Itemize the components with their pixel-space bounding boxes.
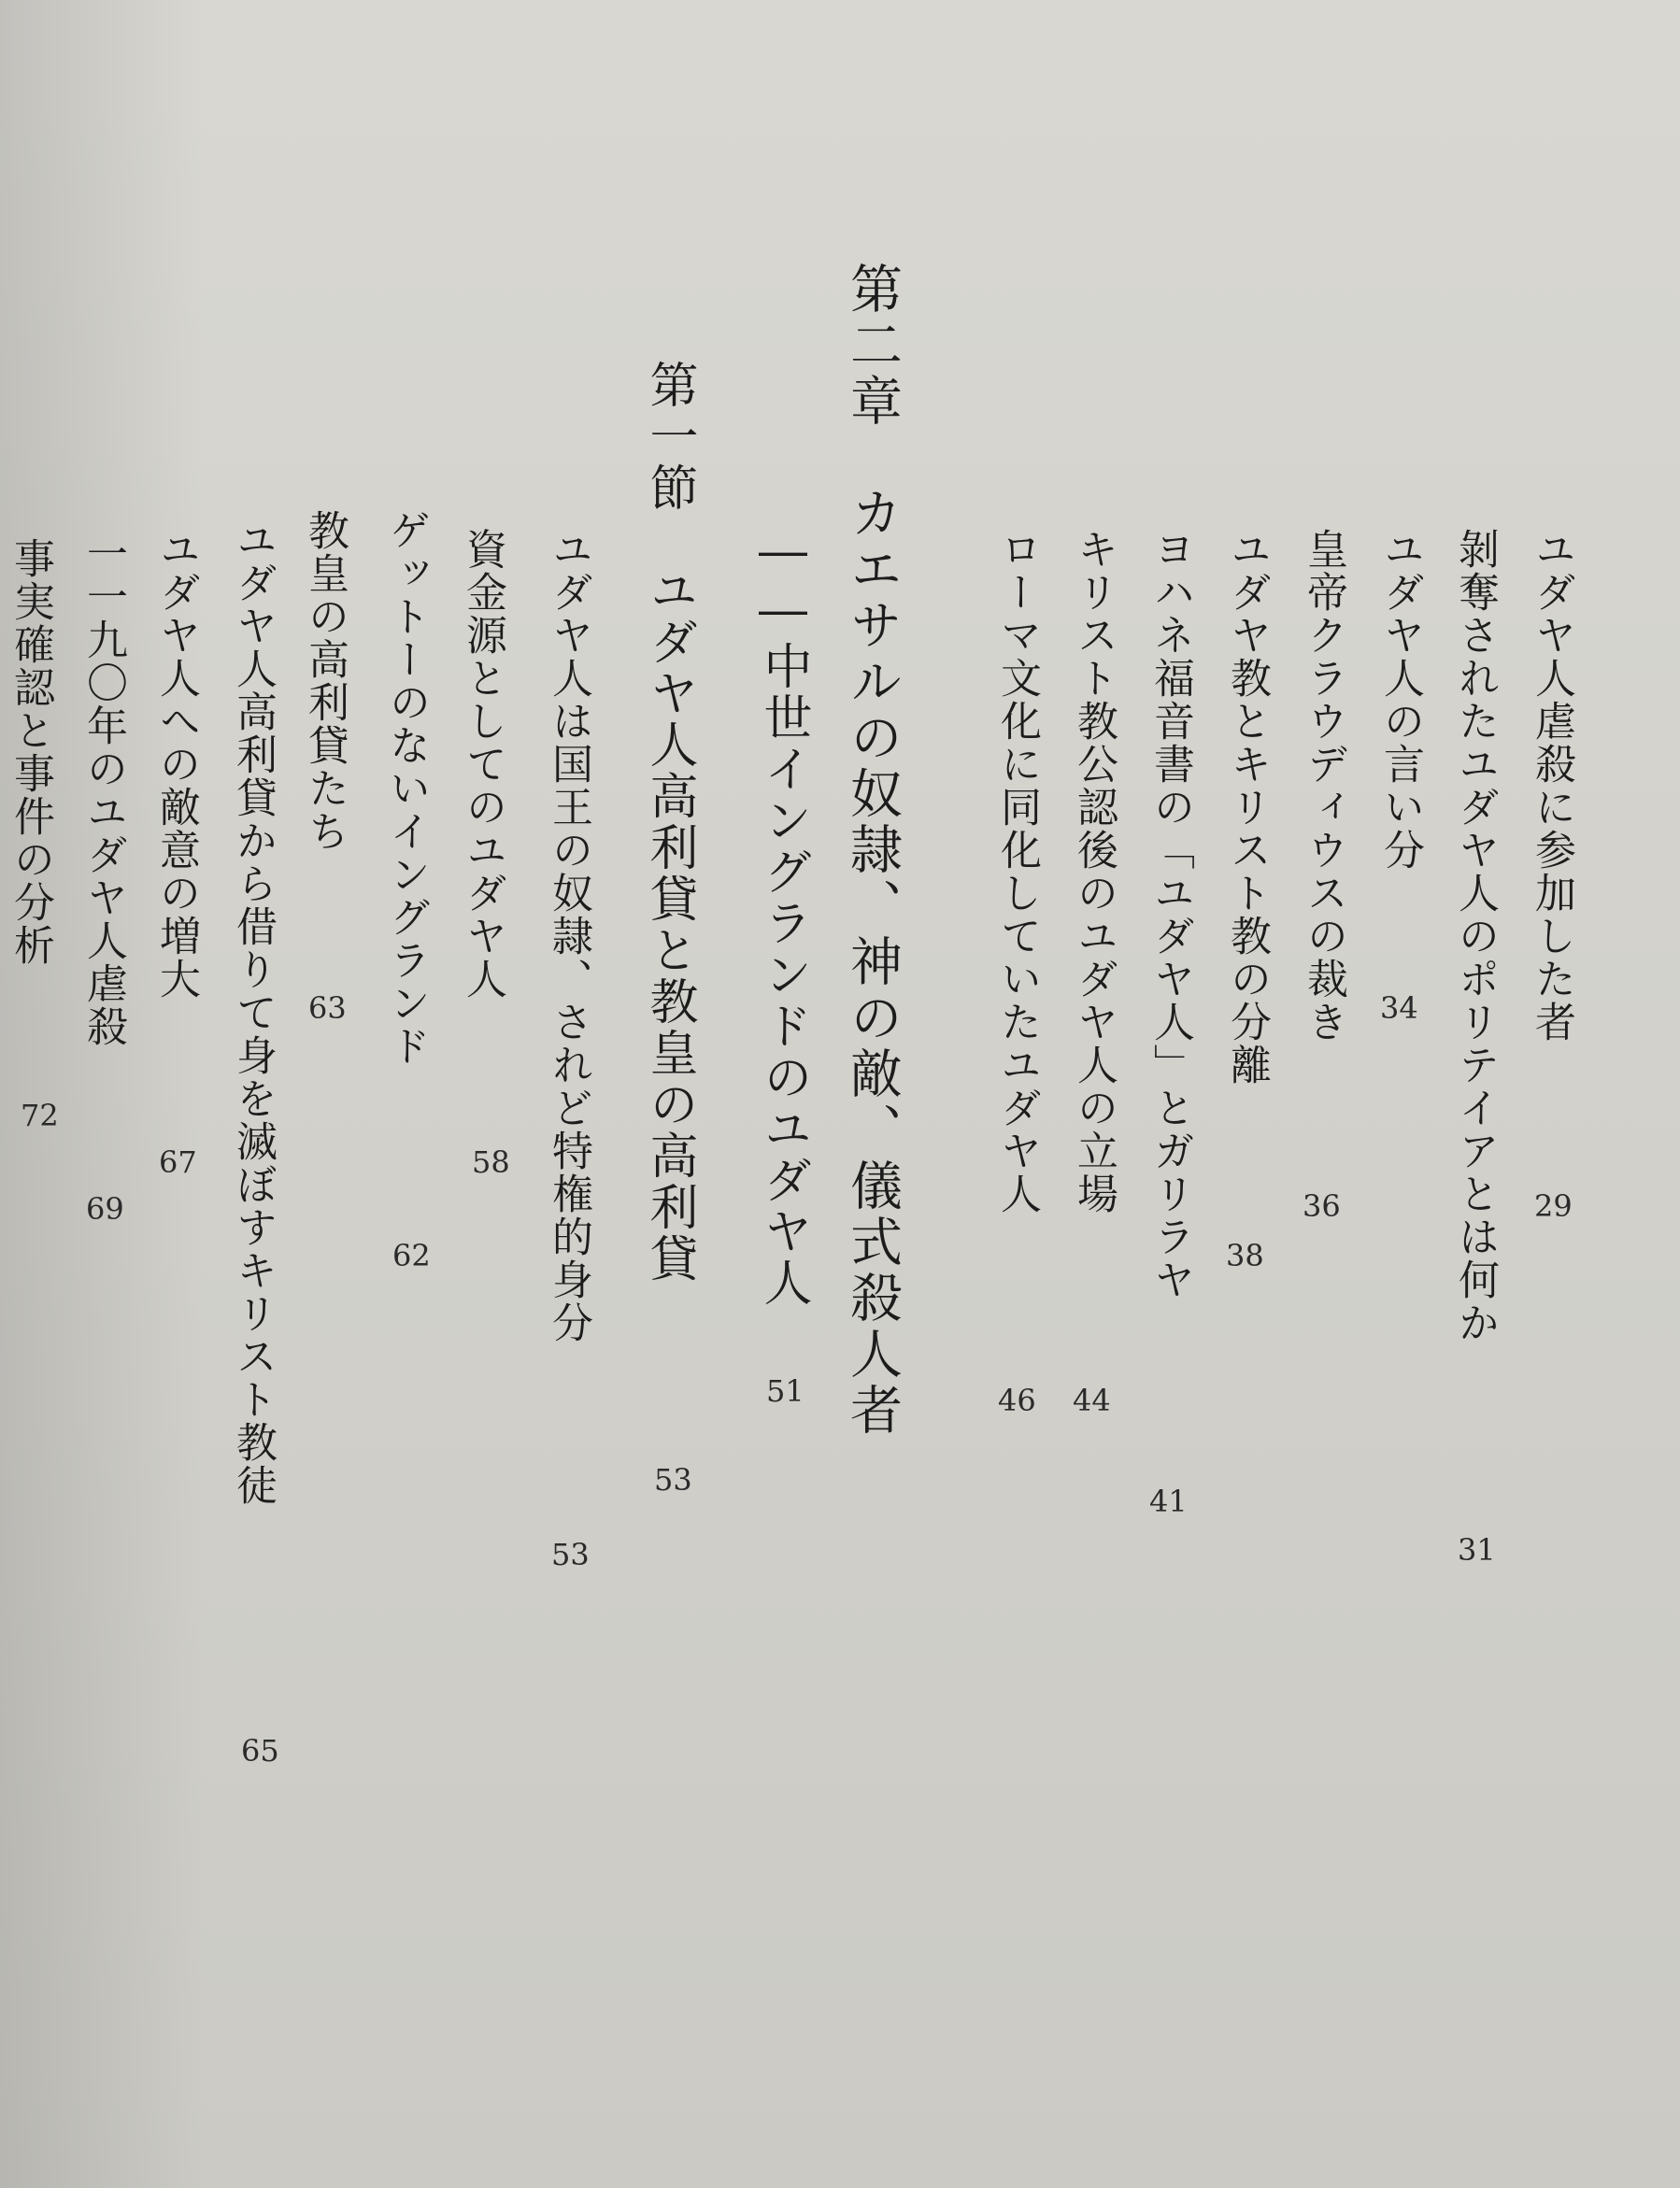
toc-entry-page: 36 <box>1303 1188 1341 1224</box>
toc-entry-title: 皇帝クラウディウスの裁き <box>1300 528 1347 1044</box>
toc-entry-page: 69 <box>86 1191 124 1227</box>
chapter-heading: 第二章 カエサルの奴隷、神の敵、儀式殺人者 <box>842 262 903 1439</box>
toc-entry-page: 67 <box>159 1144 197 1180</box>
toc-entry-title: ヨハネ福音書の「ユダヤ人」とガリラヤ <box>1146 528 1194 1301</box>
toc-entry-page: 31 <box>1458 1532 1496 1568</box>
toc-entry-title: 教皇の高利貸たち <box>301 509 349 853</box>
toc-entry-title: 剝奪されたユダヤ人のポリテイアとは何か <box>1451 528 1499 1344</box>
toc-entry-page: 29 <box>1534 1188 1573 1224</box>
toc-entry-page: 63 <box>308 990 347 1026</box>
chapter-subtitle-page: 51 <box>766 1373 804 1409</box>
toc-entry-page: 65 <box>241 1733 279 1769</box>
toc-entry-page: 72 <box>21 1098 59 1133</box>
toc-entry-page: 58 <box>472 1144 510 1180</box>
chapter-subtitle: ――中世イングランドのユダヤ人 <box>755 523 811 1309</box>
toc-entry-title: ユダヤ人は国王の奴隷、されど特権的身分 <box>545 528 592 1344</box>
toc-entry-page: 38 <box>1226 1238 1264 1273</box>
toc-entry-title: 一一九〇年のユダヤ人虐殺 <box>79 533 127 1048</box>
toc-entry-title: 資金源としてのユダヤ人 <box>459 528 506 1001</box>
toc-entry-title: ユダヤ教とキリスト教の分離 <box>1223 528 1271 1087</box>
toc-entry-page: 44 <box>1073 1383 1111 1418</box>
toc-entry-page: 41 <box>1149 1484 1188 1519</box>
toc-entry-title: ローマ文化に同化していたユダヤ人 <box>993 528 1041 1215</box>
section-heading-page: 53 <box>654 1462 692 1498</box>
toc-entry-page: 62 <box>392 1238 431 1273</box>
toc-entry-page: 34 <box>1380 990 1418 1026</box>
toc-entry-title: 事実確認と事件の分析 <box>7 537 54 967</box>
toc-entry-title: ゲットーのないイングランド <box>382 509 430 1068</box>
toc-entry-title: ユダヤ人の言い分 <box>1376 528 1424 872</box>
toc-entry-page: 46 <box>998 1383 1036 1418</box>
section-heading: 第一節 ユダヤ人高利貸と教皇の高利貸 <box>641 360 697 1285</box>
toc-entry-title: キリスト教公認後のユダヤ人の立場 <box>1070 528 1118 1215</box>
toc-entry-title: ユダヤ人高利貸から借りて身を滅ぼすキリスト教徒 <box>229 519 277 1507</box>
toc-entry-title: ユダヤ人への敵意の増大 <box>152 528 200 1001</box>
toc-entry-title: ユダヤ人虐殺に参加した者 <box>1528 528 1575 1044</box>
toc-entry-page: 53 <box>551 1537 590 1572</box>
